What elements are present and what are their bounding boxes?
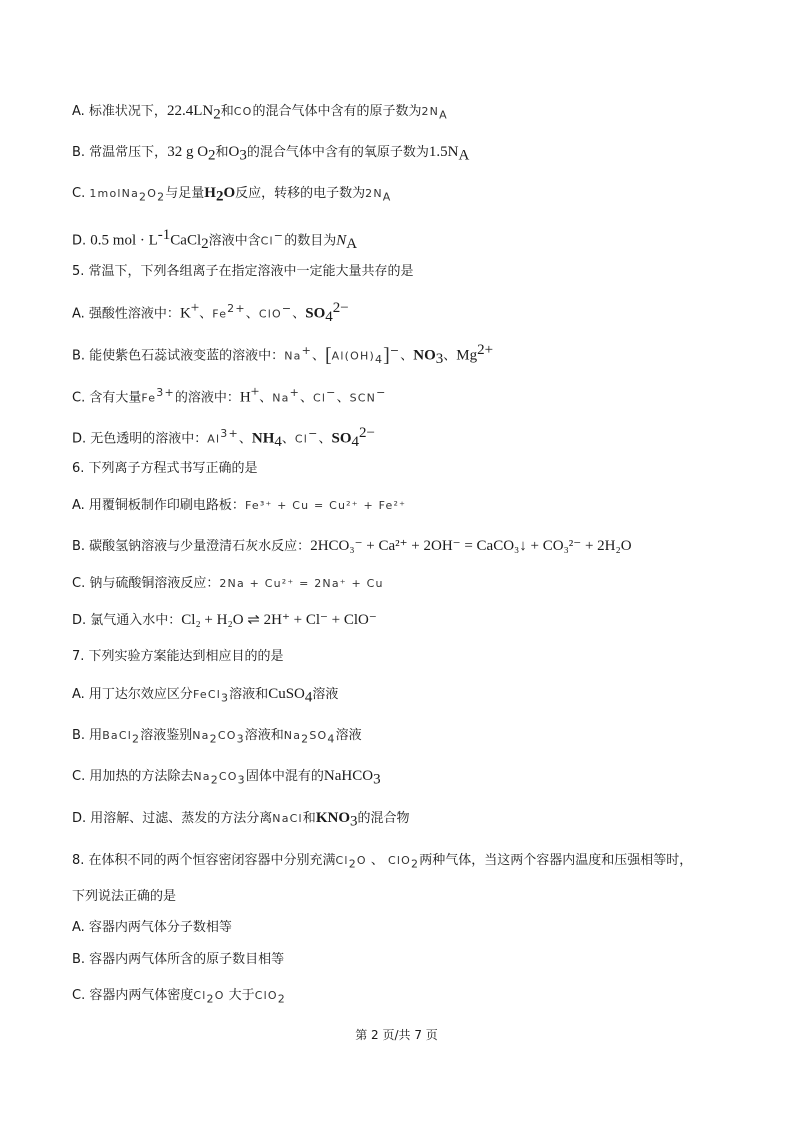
option-5d: D. 无色透明的溶液中：$Al^{3+}$、$NH_4$、Cl−、$SO_4^{2-}$ [72, 425, 375, 450]
option-6b: B. 碳酸氢钠溶液与少量澄清石灰水反应：2HCO₃⁻ + Ca²⁺ + 2OH⁻ = CaCO₃↓ + CO₃²⁻ + 2H₂O [72, 538, 632, 554]
question-8-stem: 8. 在体积不同的两个恒容密闭容器中分别充满$Cl_2O$ 、 ClO$_2$两种气体，当这两个容器内温度和压强相等时， [72, 853, 693, 871]
page-footer: 第 2 页/共 7 页 [355, 1028, 438, 1042]
option-7b: B. 用BaCl$_2$溶液鉴别$Na_2CO_3$溶液和$Na_2SO_4$溶液 [72, 728, 362, 746]
option-5b: B. 能使紫色石蕊试液变蓝的溶液中：Na+、$[Al(OH)_4]^-$、$NO_3$、$Mg^{2+}$ [72, 342, 494, 367]
option-7a: A. 用丁达尔效应区分FeCl$_3$溶液和CuSO$_4$溶液 [72, 686, 339, 706]
option-6d: D. 氯气通入水中：Cl₂ + H₂O ⇌ 2H⁺ + Cl⁻ + ClO⁻ [72, 612, 377, 628]
equation-6a: Fe³⁺ + Cu = Cu²⁺ + Fe²⁺ [244, 499, 407, 512]
option-4d: D. 0.5 mol · $L^{-1}CaCl_2$溶液中含Cl−的数目为$N_A$ [72, 227, 358, 252]
equation-6c: 2Na + Cu²⁺ = 2Na⁺ + Cu [219, 577, 384, 590]
option-5a: A. 强酸性溶液中：K+、$Fe^{2+}$、ClO−、$SO_4^{2-}$ [72, 300, 349, 325]
option-8c: C. 容器内两气体密度$Cl_2O$ 大于ClO$_2$ [72, 988, 286, 1006]
option-5c: C. 含有大量$Fe^{3+}$的溶液中：H+、Na+、Cl−、SCN− [72, 384, 387, 406]
question-6-stem: 6. 下列离子方程式书写正确的是 [72, 461, 258, 476]
option-4b: B. 常温常压下，32 g $O_2$和$O_3$的混合气体中含有的氧原子数为$1.5N_A$ [72, 144, 470, 164]
option-6a: A. 用覆铜板制作印刷电路板：Fe³⁺ + Cu = Cu²⁺ + Fe²⁺ [72, 498, 407, 513]
option-8a: A. 容器内两气体分子数相等 [72, 920, 232, 935]
option-4c: C. $1molNa_2O_2$与足量$H_2O$反应，转移的电子数为$2N_A$ [72, 185, 392, 205]
question-7-stem: 7. 下列实验方案能达到相应目的的是 [72, 649, 284, 664]
question-8-stem-cont: 下列说法正确的是 [72, 889, 177, 904]
option-8b: B. 容器内两气体所含的原子数目相等 [72, 952, 285, 967]
option-7c: C. 用加热的方法除去$Na_2CO_3$固体中混有的NaHCO$_3$ [72, 768, 381, 788]
option-6c: C. 钠与硫酸铜溶液反应：2Na + Cu²⁺ = 2Na⁺ + Cu [72, 576, 384, 591]
option-7d: D. 用溶解、过滤、蒸发的方法分离NaCl和$KNO_3$的混合物 [72, 810, 410, 830]
option-4a: A. 标准状况下，$22.4LN_2$和CO的混合气体中含有的原子数为$2N_A$ [72, 103, 448, 123]
equation-6d: Cl₂ + H₂O ⇌ 2H⁺ + Cl⁻ + ClO⁻ [181, 612, 377, 628]
question-5-stem: 5. 常温下，下列各组离子在指定溶液中一定能大量共存的是 [72, 264, 414, 279]
equation-6b: 2HCO₃⁻ + Ca²⁺ + 2OH⁻ = CaCO₃↓ + CO₃²⁻ + 2H₂O [310, 538, 632, 554]
